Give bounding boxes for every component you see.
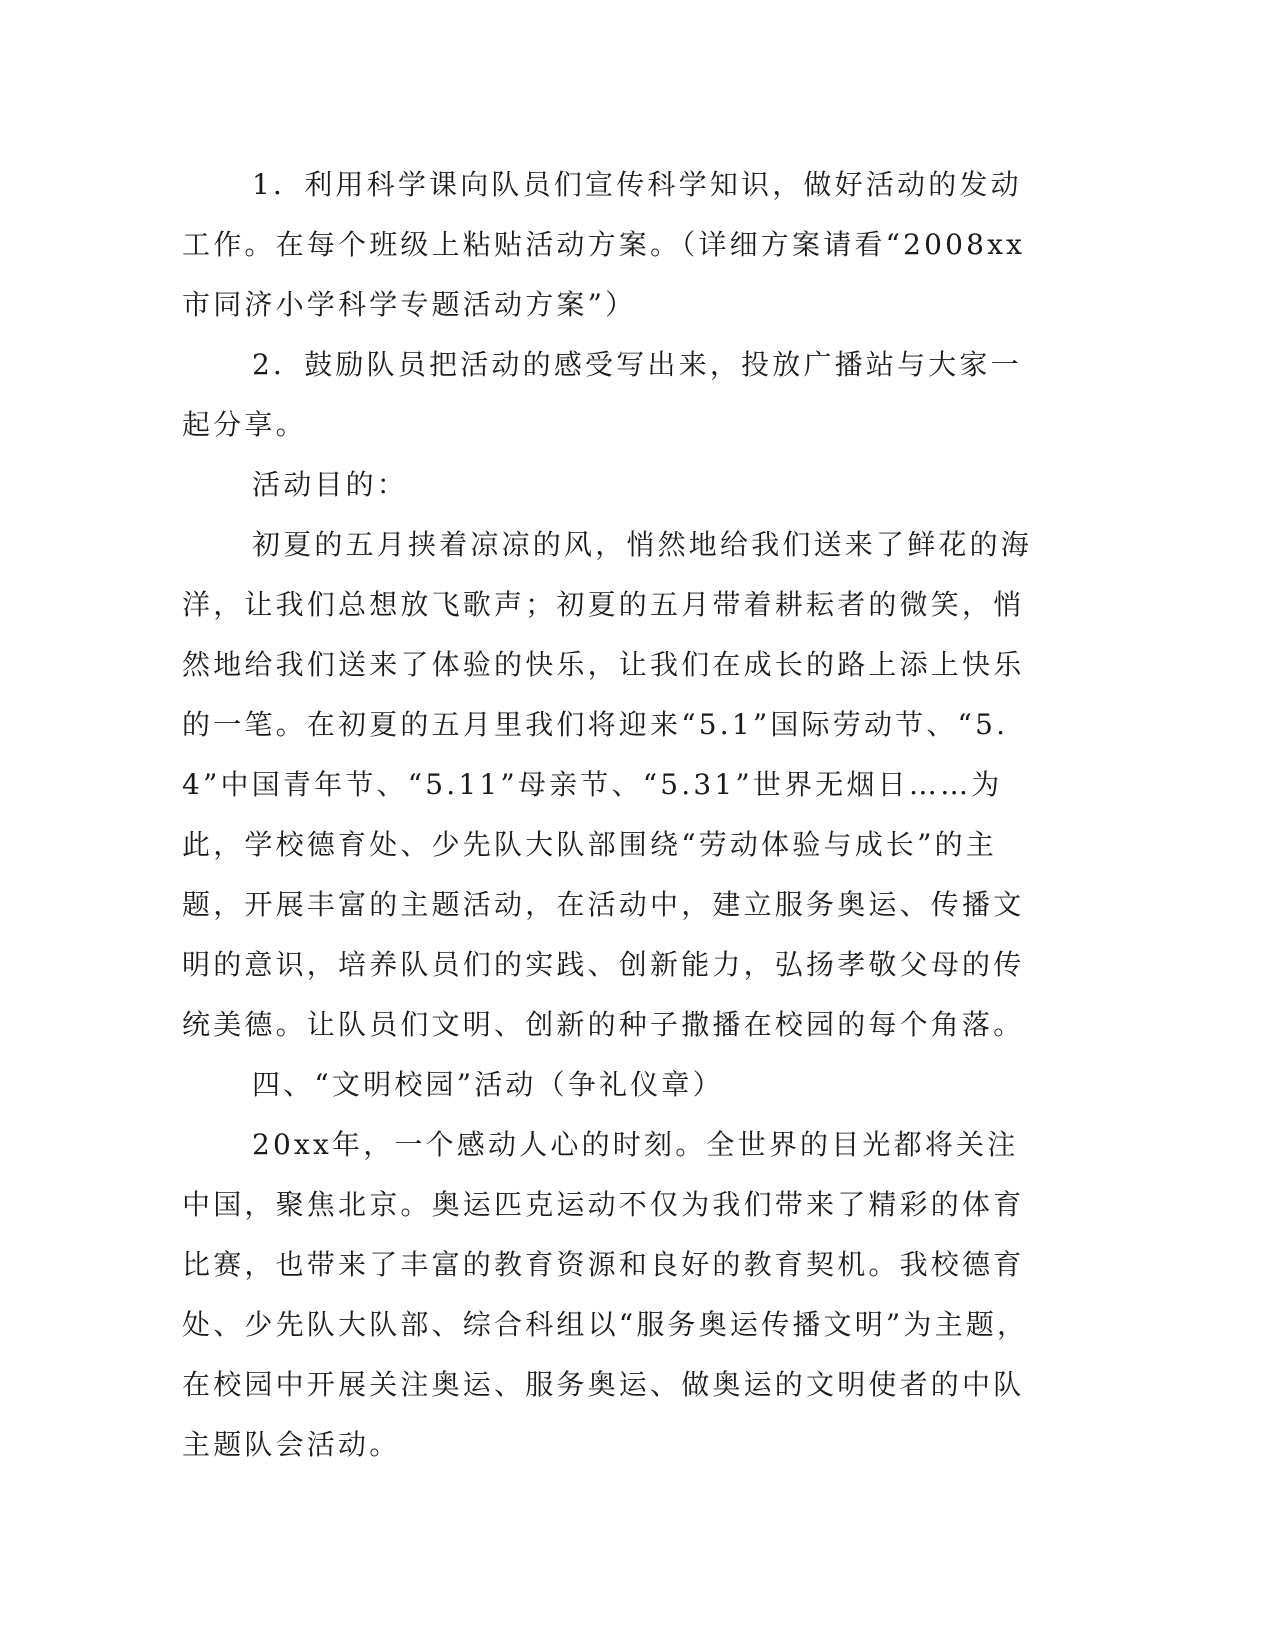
section-label-purpose: 活动目的： bbox=[252, 468, 409, 501]
paragraph-item-1: 1．利用科学课向队员们宣传科学知识，做好活动的发动工作。在每个班级上粘贴活动方案。（详细方案请看“2008xx市同济小学科学专题活动方案”） bbox=[182, 168, 1026, 321]
paragraph-section-4-body: 20xx年，一个感动人心的时刻。全世界的目光都将关注中国，聚焦北京。奥运匹克运动不仅为我们带来了精彩的体育比赛，也带来了丰富的教育资源和良好的教育契机。我校德育处、少先队大队部、综合科组以“服务奥运传播文明”为主题，在校园中开展关注奥运、服务奥运、做奥运的文明使者的中队主题队会活动。 bbox=[182, 1128, 1029, 1461]
paragraph-purpose-body: 初夏的五月挟着凉凉的风，悄然地给我们送来了鲜花的海洋，让我们总想放飞歌声；初夏的五月带着耕耘者的微笑，悄然地给我们送来了体验的快乐，让我们在成长的路上添上快乐的一笔。在初夏的五月里我们将迎来“5.1”国际劳动节、“5.4”中国青年节、“5.11”母亲节、“5.31”世界无烟日……为此，学校德育处、少先队大队部围绕“劳动体验与成长”的主题，开展丰富的主题活动，在活动中，建立服务奥运、传播文明的意识，培养队员们的实践、创新能力，弘扬孝敬父母的传统美德。让队员们文明、创新的种子撒播在校园的每个角落。 bbox=[182, 528, 1033, 1041]
document-body bbox=[182, 155, 1042, 1475]
paragraph-item-2: 2．鼓励队员把活动的感受写出来，投放广播站与大家一起分享。 bbox=[182, 348, 1022, 441]
section-heading-4: 四、“文明校园”活动（争礼仪章） bbox=[252, 1068, 724, 1101]
